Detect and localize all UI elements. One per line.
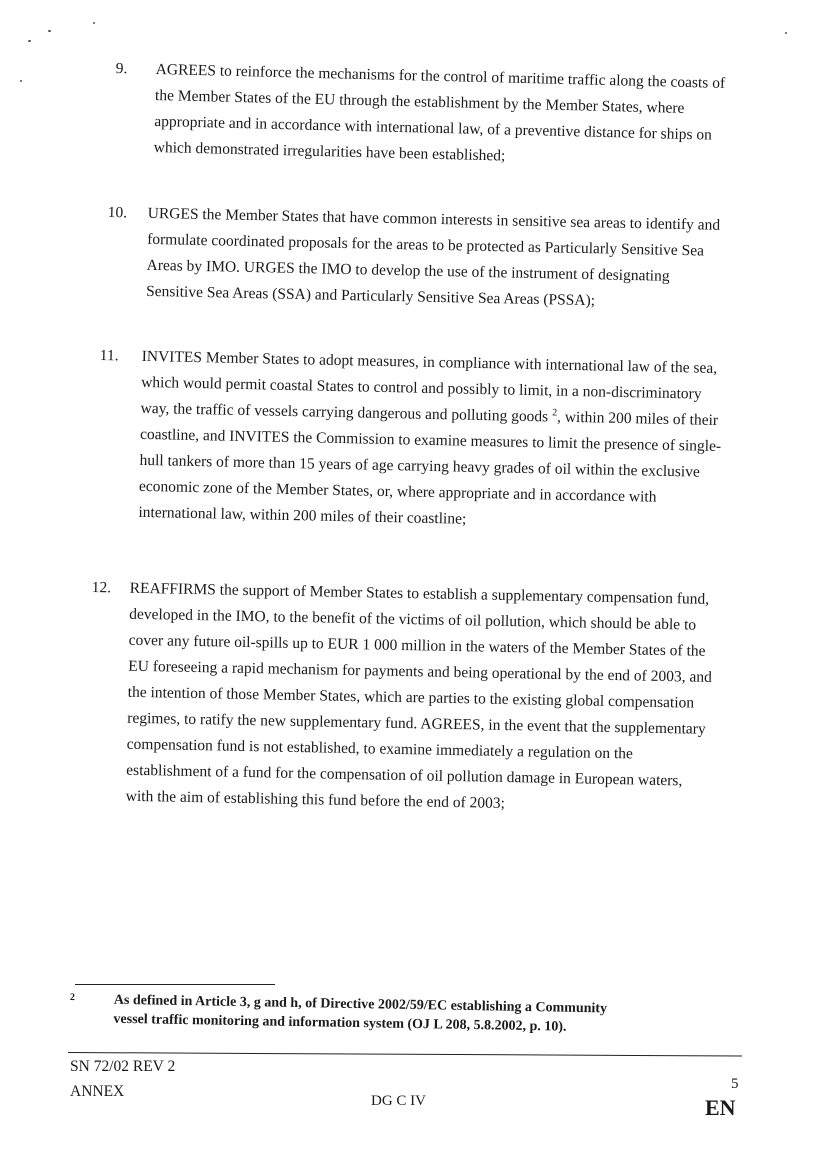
text-line: economic zone of the Member States, or, where appropriate and in accordance with (138, 477, 657, 506)
scan-speck (28, 40, 31, 42)
text-segment: , within 200 miles of their (556, 408, 719, 429)
text-line: EU foreseeing a rapid mechanism for payments and being operational by the end of 2003, and (128, 657, 712, 686)
paragraph-body (138, 344, 723, 538)
text-line: URGES the Member States that have common interests in sensitive sea areas to identify and (147, 204, 721, 234)
text-line: international law, within 200 miles of their coastline; (138, 503, 467, 528)
language-code: EN (705, 1095, 736, 1120)
footnote-reference[interactable]: 2 (552, 407, 558, 419)
text-line: Sensitive Sea Areas (SSA) and Particularly Sensitive Sea Areas (PSSA); (145, 282, 596, 310)
text-line: compensation fund is not established, to examine immediately a regulation on the (126, 735, 634, 763)
text-line: REAFFIRMS the support of Member States to establish a supplementary compensation fund, (129, 579, 710, 608)
text-line: the Member States of the EU through the establishment by the Member States, where (154, 86, 685, 117)
footnote-line: vessel traffic monitoring and information system (OJ L 208, 5.8.2002, p. 10). (113, 1011, 567, 1035)
text-line: appropriate and in accordance with international law, of a preventive distance for ships on (154, 112, 713, 144)
text-line: which demonstrated irregularities have been established; (153, 138, 506, 165)
text-line: INVITES Member States to adopt measures, in compliance with international law of the sea, (141, 347, 718, 377)
text-line: AGREES to reinforce the mechanisms for the control of maritime traffic along the coasts of (155, 60, 726, 92)
footnote-divider (75, 984, 275, 985)
text-line: cover any future oil-spills up to EUR 1 000 million in the waters of the Member States of the (128, 631, 706, 660)
paragraph-number: 11. (99, 346, 119, 365)
paragraph-10 (107, 200, 768, 310)
footnote-text (113, 991, 607, 1038)
text-line: Areas by IMO. URGES the IMO to develop the use of the instrument of designating (146, 256, 670, 285)
footnote (69, 990, 730, 1035)
text-segment: way, the traffic of vessels carrying dangerous and polluting goods (140, 399, 549, 426)
paragraph-number: 12. (91, 578, 112, 597)
text-line: with the aim of establishing this fund before the end of 2003; (125, 787, 506, 812)
text-line: regimes, to ratify the new supplementary fund. AGREES, in the event that the supplementary (127, 709, 706, 738)
paragraph-number: 10. (107, 203, 128, 222)
directorate-label: DG C IV (371, 1093, 426, 1109)
scan-speck (48, 30, 51, 32)
paragraph-number: 9. (115, 59, 128, 78)
text-line: establishment of a fund for the compensation of oil pollution damage in European waters, (126, 761, 683, 790)
document-reference: SN 72/02 REV 2 (70, 1058, 176, 1075)
paragraph-body (146, 201, 721, 317)
text-line: developed in the IMO, to the benefit of the victims of oil pollution, which should be able to (129, 605, 697, 634)
annex-label: ANNEX (70, 1083, 125, 1100)
text-line: the intention of those Member States, which are parties to the existing global compensation (127, 683, 695, 712)
text-line: coastline, and INVITES the Commission to examine measures to limit the presence of single- (139, 425, 722, 456)
paragraph-body (126, 576, 714, 821)
scan-speck (20, 80, 22, 82)
footnote-line: As defined in Article 3, g and h, of Directive 2002/59/EC establishing a Community (113, 992, 608, 1017)
paragraph-12 (91, 575, 772, 812)
text-line: hull tankers of more than 15 years of age carrying heavy grades of oil within the exclusive (139, 451, 701, 481)
text-line: which would permit coastal States to control and possibly to limit, in a non-discriminatory (141, 373, 702, 403)
scan-speck (785, 32, 787, 34)
text-line: formulate coordinated proposals for the areas to be protected as Particularly Sensitive Sea (147, 230, 705, 260)
paragraph-9 (115, 56, 776, 165)
paragraph-body (153, 57, 725, 175)
page-number: 5 (731, 1076, 739, 1092)
footnote-mark: 2 (69, 991, 75, 1004)
scan-speck (93, 22, 95, 24)
paragraph-11 (99, 343, 780, 528)
